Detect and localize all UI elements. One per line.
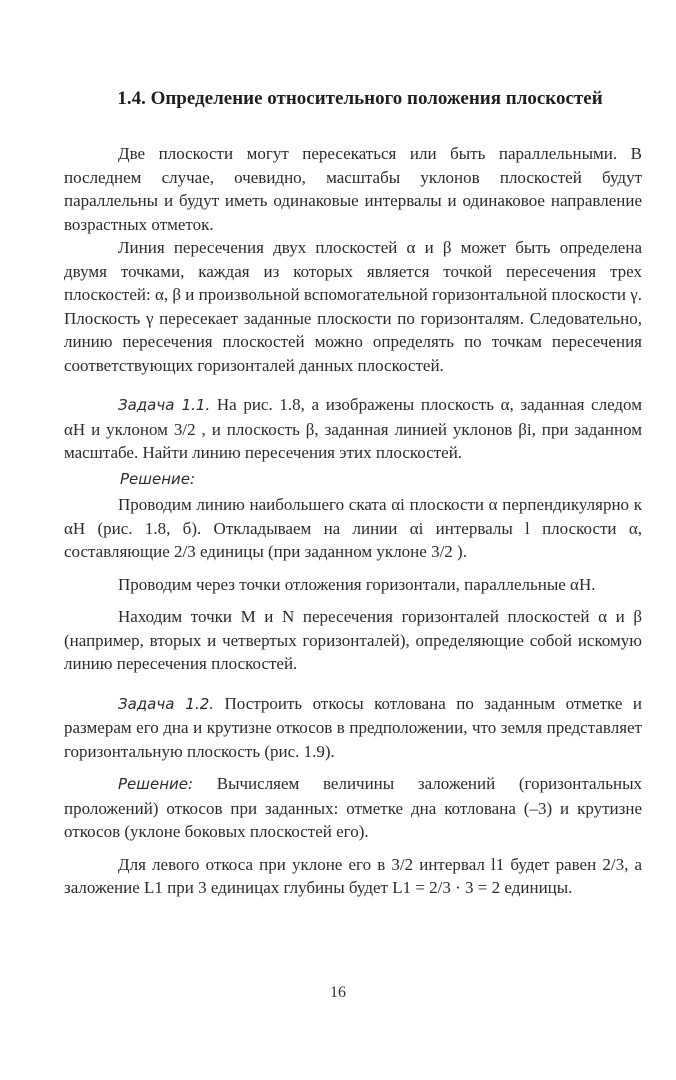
- task-1-2-label: Задача 1.2.: [118, 694, 215, 713]
- task-1-1-label: Задача 1.1.: [118, 396, 211, 414]
- solution-label: Решение:: [120, 469, 196, 488]
- page-number: 16: [330, 984, 346, 1001]
- solution-2-text: Вычисляем величины заложений (горизонтальных проложений) откосов при заданных: отметке дна котлована (–3) и крутизне откосов (уклоне боковых плоскостей его).: [64, 774, 642, 841]
- paragraph-planes-parallel: Две плоскости могут пересекаться или быть параллельными. В последнем случае, очевидно, масштабы уклонов плоскостей будут параллельны и будут иметь одинаковые интервалы и одинаковое направление возрастных отметок.: [64, 144, 642, 234]
- paragraph-intersection-line: Линия пересечения двух плоскостей α и β может быть определена двумя точками, каждая из которых является точкой пересечения трех плоскостей: α, β и произвольной вспомогательной горизонтальной плоскости γ. Плоскость γ пересекает заданные плоскости по горизонталям. Следовательно, линию пересечения плоскостей можно определять по точкам пересечения соответствующих горизонталей данных плоскостей.: [64, 238, 642, 375]
- solution-2-step-1: Для левого откоса при уклоне его в 3/2 интервал l1 будет равен 2/3, а заложение L1 при 3 единицах глубины будет L1 = 2/3 · 3 = 2 единицы.: [64, 854, 642, 897]
- solution-step-2: Проводим через точки отложения горизонтали, параллельные αH.: [118, 574, 596, 594]
- task-1-1-text: На рис. 1.8, а изображены плоскость α, заданная следом αH и уклоном 3/2 , и плоскость β, заданная линией уклонов βi, при заданном масштабе. Найти линию пересечения этих плоскостей.: [64, 395, 642, 462]
- solution-2: [64, 772, 642, 844]
- task-1-2-text: Построить откосы котлована по заданным отметке и размерам его дна и крутизне откосов в предположении, что земля представляет горизонтальную плоскость (рис. 1.9).: [64, 693, 642, 761]
- solution-2-label: Решение:: [118, 775, 194, 793]
- task-1-1: [64, 393, 642, 465]
- task-1-2: [64, 692, 642, 764]
- solution-step-1: Проводим линию наибольшего ската αi плоскости α перпендикулярно к αH (рис. 1.8, б). Откладываем на линии αi интервалы l плоскости α, составляющие 2/3 единицы (при заданном уклоне 3/2 ).: [64, 495, 642, 561]
- section-title: 1.4. Определение относительного положения плоскостей: [117, 88, 603, 109]
- solution-step-3: Находим точки M и N пересечения горизонталей плоскостей α и β (например, вторых и четвертых горизонталей), определяющие собой искомую линию пересечения плоскостей.: [64, 607, 642, 673]
- page-body: [64, 142, 642, 900]
- solution-1-label: [64, 467, 642, 492]
